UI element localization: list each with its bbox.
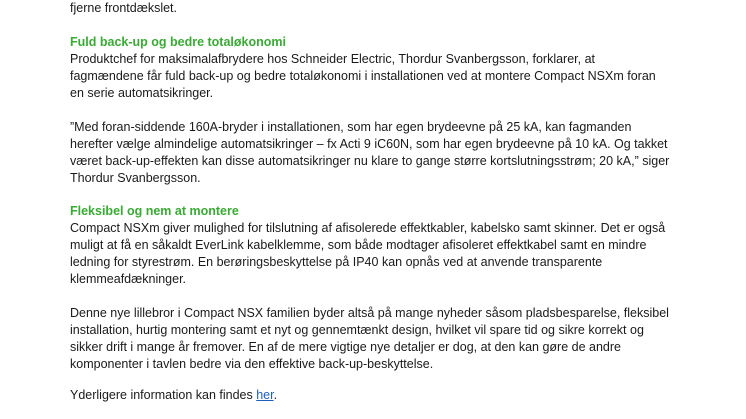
paragraph-line: muligt at få en såkaldt EverLink kabelklemme, som både modtager afisoleret effektkabel samt en mindre <box>70 238 647 252</box>
paragraph-line: Produktchef for maksimalafbrydere hos Schneider Electric, Thordur Svanbergsson, forklarer, at <box>70 52 596 66</box>
paragraph-line: komponenter i tavlen bedre via den effektive back-up-beskyttelse. <box>70 357 434 371</box>
paragraph-line: sikker drift i mange år fremover. En af de mere vigtige nye detaljer er dog, at den kan gøre de andre <box>70 340 621 354</box>
footer-text: Yderligere information kan findes <box>70 388 257 402</box>
quote-line: herefter vælge almindelige automatsikringer – fx Acti 9 iC60N, som har egen brydeevne på 10 kA. Og takket <box>70 137 668 151</box>
paragraph-line: klemmeafdækninger. <box>70 272 187 286</box>
quote-line: været back-up-effekten kan disse automatsikringer nu klare to gange større kortslutningsstrøm; 20 kA,” siger <box>70 154 670 168</box>
section-heading-flexible: Fleksibel og nem at montere <box>70 204 239 218</box>
paragraph-line: ledning for styrestrøm. En berøringsbeskyttelse på IP40 kan opnås ved at anvende transparente <box>70 255 603 269</box>
footer-period: . <box>273 388 278 402</box>
quote-line: ”Med foran-siddende 160A-bryder i installationen, som har egen brydeevne på 25 kA, kan fagmanden <box>70 120 632 134</box>
footer-line <box>70 387 277 404</box>
paragraph-line: fagmændene får fuld back-up og bedre totaløkonomi i installationen ved at montere Compact NSXm foran <box>70 69 656 83</box>
paragraph-line: installation, hurtig montering samt et nyt og gennemtænkt design, hvilket vil spare tid og sikre korrekt og <box>70 323 644 337</box>
intro-line: fjerne frontdækslet. <box>70 1 177 15</box>
paragraph-line: en serie automatsikringer. <box>70 86 214 100</box>
paragraph-line: Compact NSXm giver mulighed for tilslutning af afisolerede effektkabler, kabelsko samt skinner. Det er også <box>70 221 666 235</box>
more-info-link[interactable]: her <box>256 388 274 402</box>
section-heading-backup: Fuld back-up og bedre totaløkonomi <box>70 35 286 49</box>
paragraph-line: Denne nye lillebror i Compact NSX familien byder altså på mange nyheder såsom pladsbesparelse, fleksibel <box>70 306 669 320</box>
quote-line: Thordur Svanbergsson. <box>70 171 201 185</box>
